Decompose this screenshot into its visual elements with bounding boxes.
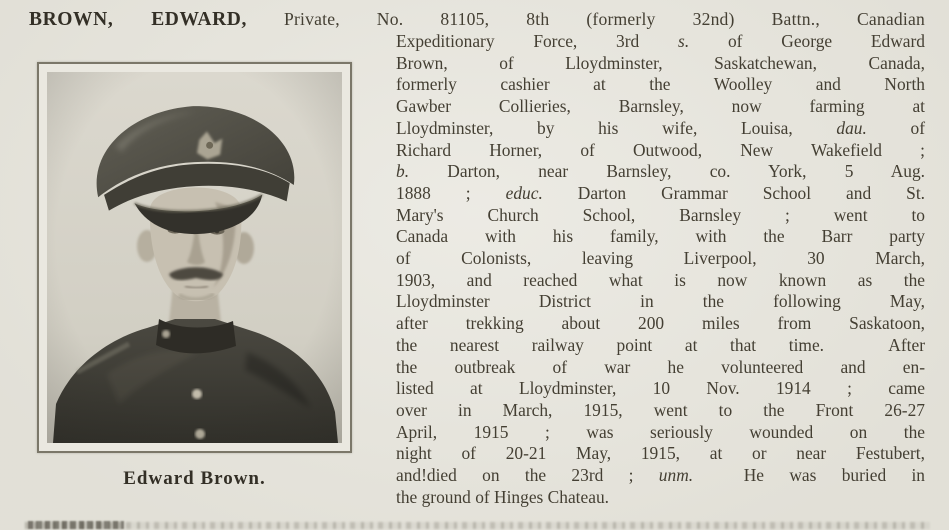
entry-text-line: Richard Horner, of Outwood, New Wakefield ; [396,139,925,160]
next-entry-cutoff-text [25,522,930,529]
entry-text-line: the nearest railway point at that time. After [396,334,925,355]
entry-text-line: over in March, 1915, went to the Front 26-27 [396,399,925,420]
entry-text-line: after trekking about 200 miles from Saskatoon, [396,313,925,334]
entry-text-line: of Colonists, leaving Liverpool, 30 March, [396,248,925,269]
entry-text-line: Brown, of Lloydminster, Saskatchewan, Canada, [396,52,925,73]
entry-headline [29,8,925,31]
entry-text-line: listed at Lloydminster, 10 Nov. 1914 ; came [396,378,925,399]
entry-text-line: April, 1915 ; was seriously wounded on the [396,421,925,442]
entry-headline-rest: Private, No. 81105, 8th (formerly 32nd) Battn., Canadian [246,9,925,29]
entry-text-line: 1888 ; educ. Darton Grammar School and St. [396,182,926,203]
soldier-portrait-photo [47,72,342,443]
entry-text-line: Gawber Collieries, Barnsley, now farming at [396,96,925,117]
entry-text-line: and!died on the 23rd ; unm. He was buried in [396,465,925,486]
photo-caption: Edward Brown. [123,468,266,489]
entry-text-line: the outbreak of war he volunteered and en- [396,356,925,377]
entry-text-line: 1903, and reached what is now known as the [396,269,925,290]
entry-text-line: formerly cashier at the Woolley and North [396,74,925,95]
entry-text-line: night of 20-21 May, 1915, at or near Festubert, [396,443,925,464]
entry-text-line: Mary's Church School, Barnsley ; went to [396,204,925,225]
entry-surname-bold: BROWN, EDWARD, [29,9,247,30]
entry-text-column [396,31,925,508]
photo-mount [47,72,342,443]
entry-text-line: Lloydminster, by his wife, Louisa, dau. of [396,117,925,138]
entry-text-line: Lloydminster District in the following May, [396,291,925,312]
entry-text-line: b. Darton, near Barnsley, co. York, 5 Aug. [396,161,925,182]
portrait-photo-frame [37,62,352,453]
next-entry-cutoff-text-bold [28,521,124,529]
entry-text-line: the ground of Hinges Chateau. [396,486,609,507]
entry-text-line: Canada with his family, with the Barr party [396,226,925,247]
entry-text-line: Expeditionary Force, 3rd s. of George Edward [396,31,925,51]
